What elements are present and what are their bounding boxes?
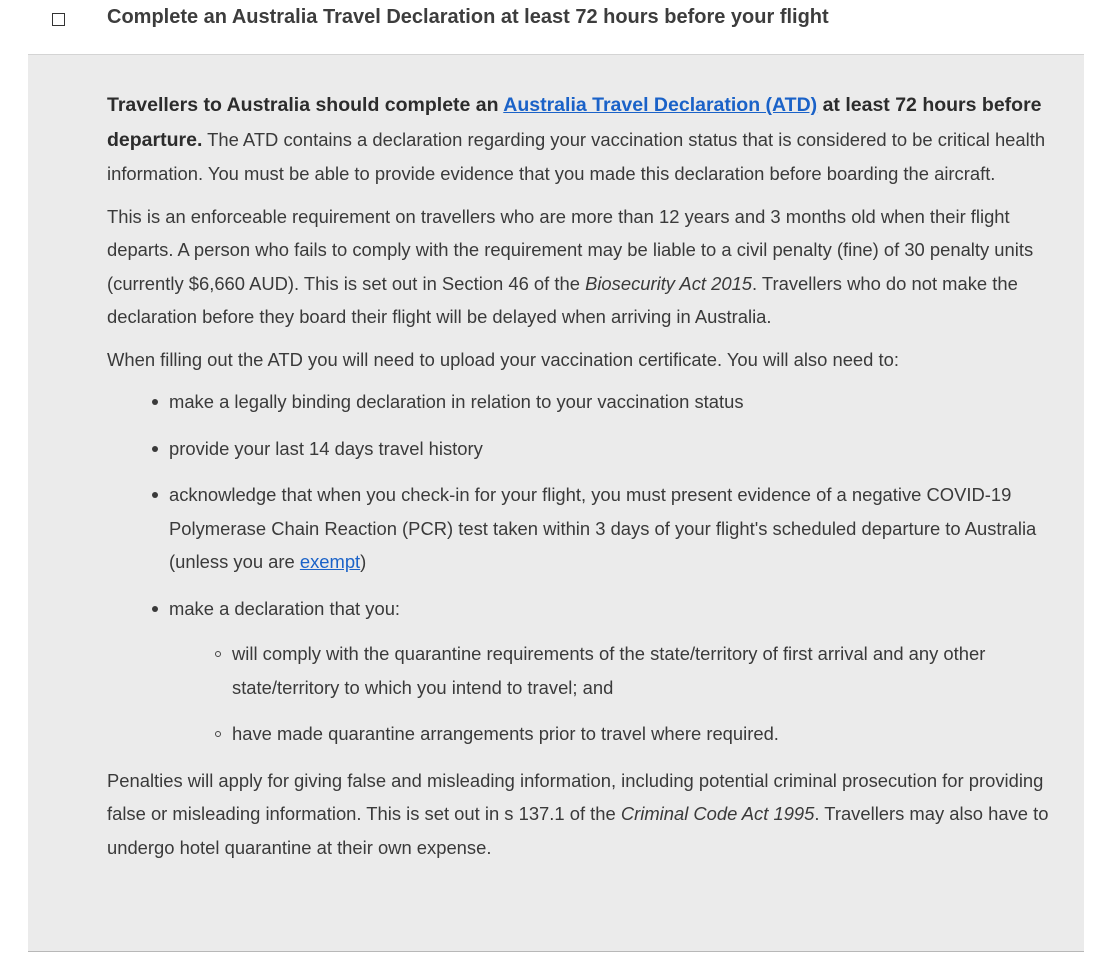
intro-bold: Travellers to Australia should complete an Australia Travel Declaration (ATD) at least 72 hours before departure. <box>107 94 1042 151</box>
info-content <box>107 88 1069 873</box>
atd-link[interactable]: Australia Travel Declaration (ATD) <box>503 94 818 116</box>
sub-list-item: will comply with the quarantine requirements of the state/territory of first arrival and any other state/territory to which you intend to travel; and <box>232 637 1069 704</box>
list-item: provide your last 14 days travel history <box>169 432 1069 466</box>
checklist-heading: Complete an Australia Travel Declaration at least 72 hours before your flight <box>107 6 829 28</box>
list-item: acknowledge that when you check-in for your flight, you must present evidence of a negative COVID-19 Polymerase Chain Reaction (PCR) test taken within 3 days of your flight's scheduled departure to Australia (unless you are exempt) <box>169 478 1069 579</box>
upload-paragraph: When filling out the ATD you will need to upload your vaccination certificate. You will also need to: <box>107 348 899 370</box>
declaration-sublist <box>169 637 1069 751</box>
list-item: make a declaration that you: will comply with the quarantine requirements of the state/territory of first arrival and any other state/territory to which you intend to travel; and have made quarantine arrangements prior to travel where required. <box>169 592 1069 751</box>
code-name: Criminal Code Act 1995 <box>620 803 815 824</box>
exempt-link[interactable]: exempt <box>299 551 361 572</box>
list-item: make a legally binding declaration in relation to your vaccination status <box>169 385 1069 419</box>
checkbox[interactable] <box>52 13 65 26</box>
sub-list-item: have made quarantine arrangements prior to travel where required. <box>232 717 1069 751</box>
intro-rest: The ATD contains a declaration regarding your vaccination status that is considered to be critical health information. You must be able to provide evidence that you made this declaration before boarding the aircraft. <box>107 128 1046 184</box>
act-name: Biosecurity Act 2015 <box>585 272 753 294</box>
checklist-heading-row <box>0 0 1108 42</box>
requirements-list <box>107 385 1069 751</box>
enforcement-paragraph: This is an enforceable requirement on travellers who are more than 12 years and 3 months old when their flight departs. A person who fails to comply with the requirement may be liable to a civil penalty (fine) of 30 penalty units (currently $6,660 AUD). This is set out in Section 46 of the Biosecurity Act 2015. Travellers who do not make the declaration before they board their flight will be delayed when arriving in Australia. <box>107 205 1034 327</box>
penalties-paragraph: Penalties will apply for giving false and misleading information, including potential criminal prosecution for providing false or misleading information. This is set out in s 137.1 of the Criminal Code Act 1995. Travellers may also have to undergo hotel quarantine at their own expense. <box>107 769 1049 858</box>
intro-paragraph <box>107 88 1069 191</box>
